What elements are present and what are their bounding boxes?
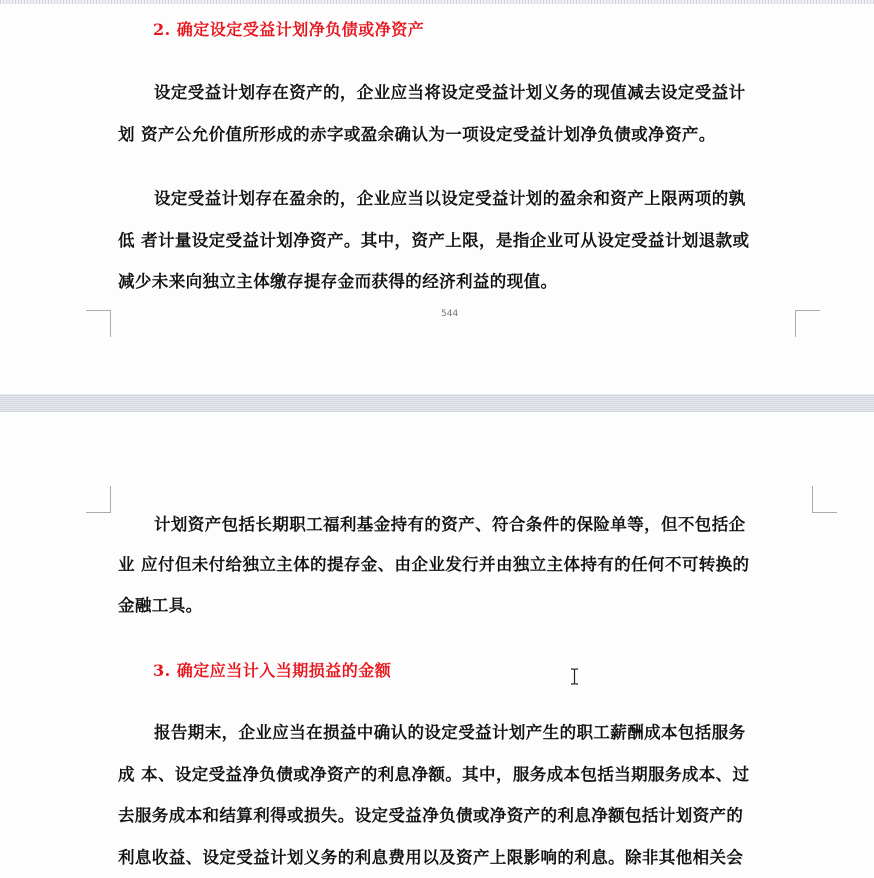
paragraph-line: 利息收益、设定受益计划义务的利息费用以及资产上限影响的利息。除非其他相关会 [118,848,744,867]
margin-corner-bottom-right [795,310,820,337]
paragraph-line: 报告期末，企业应当在损益中确认的设定受益计划产生的职工薪酬成本包括服务 [154,723,746,742]
margin-corner-top-left [86,486,111,513]
section-heading-3: 3. 确定应当计入当期损益的金额 [153,661,392,680]
paragraph-line: 计划资产包括长期职工福利基金持有的资产、符合条件的保险单等，但不包括企 [154,515,746,534]
paragraph-line: 金融工具。 [118,596,203,615]
text-ibeam-icon [570,668,579,685]
paragraph-line: 设定受益计划存在资产的，企业应当将设定受益计划义务的现值减去设定受益计 [154,83,746,102]
margin-corner-top-right [812,486,837,513]
page-separator [0,394,874,412]
paragraph-line: 设定受益计划存在盈余的，企业应当以设定受益计划的盈余和资产上限两项的孰 [154,189,746,208]
margin-corner-bottom-left [86,310,111,337]
paragraph-line: 低 者计量设定受益计划净资产。其中，资产上限，是指企业可从设定受益计划退款或 [118,231,750,250]
document-page-544[interactable] [0,4,874,394]
paragraph-line: 减少未来向独立主体缴存提存金而获得的经济利益的现值。 [118,272,558,291]
paragraph-line: 去服务成本和结算利得或损失。设定受益净负债或净资产的利息净额包括计划资产的 [118,806,744,825]
document-page-545[interactable] [0,412,874,878]
paragraph-line: 业 应付但未付给独立主体的提存金、由企业发行并由独立主体持有的任何不可转换的 [118,555,750,574]
paragraph-line: 成 本、设定受益净负债或净资产的利息净额。其中，服务成本包括当期服务成本、过 [118,765,750,784]
paragraph-line: 划 资产公允价值所形成的赤字或盈余确认为一项设定受益计划净负债或净资产。 [118,125,716,144]
section-heading-2: 2. 确定设定受益计划净负债或净资产 [153,20,425,39]
page-number: 544 [441,309,459,319]
